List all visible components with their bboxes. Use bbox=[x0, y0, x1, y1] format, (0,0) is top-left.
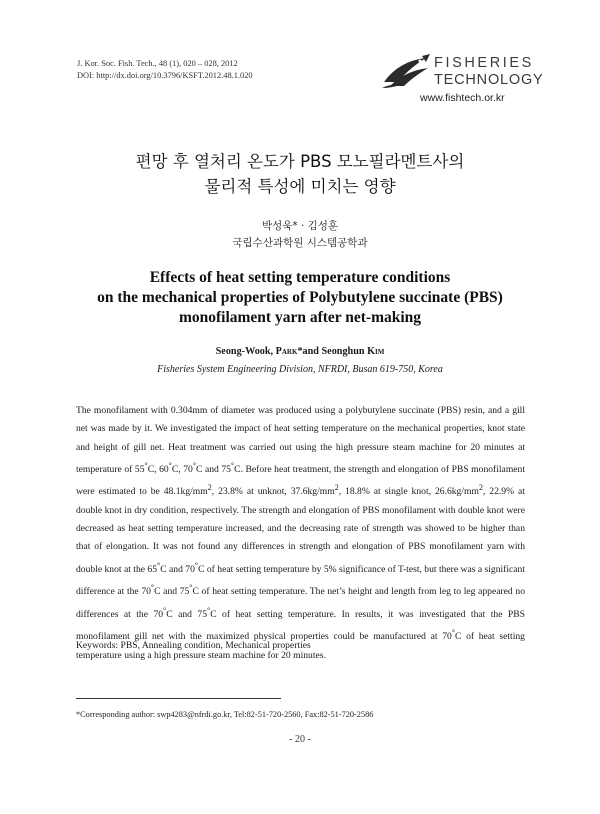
title-english-line-2: on the mechanical properties of Polybutylene succinate (PBS) bbox=[97, 289, 503, 306]
affiliation-korean: 국립수산과학원 시스템공학과 bbox=[232, 237, 368, 249]
journal-citation: J. Kor. Soc. Fish. Tech., 48 (1), 020 – 028, 2012 bbox=[77, 59, 238, 68]
abstract: The monofilament with 0.304mm of diameter was produced using a polybutylene succinate (PBS) resin, and a gill net was made by it. We investigated the impact of heat setting temperature on the mechanical properties, knot state and height of gill net. Heat treatment was carried out using the high pressure steam machine for 20 minutes at temperature of 55°C, 60°C, 70°C and 75°C. Before heat treatment, the strength and elongation of PBS monofilament were estimated to be $48.1kg/mm^2$, 23.8% at unknot, $37.6kg/mm^2$, 18.8% at single knot, $26.6kg/mm^2$, 22.9% at double knot in dry condition, respectively. The strength and elongation of PBS monofilament with double knot were decreased as heat setting temperature increased, and the decreasing rate of strength was showed to be higher than that of elongation. It was not found any differences in strength and elongation of PBS monofilament yarn with double knot at the 65°C and 70°C of heat setting temperature by 5% significance of T-test, but there was a significant difference at the 70°C and 75°C of heat setting temperature. The net’s height and length from leg to leg appeared no differences at the 70°C and 75°C of heat setting temperature. In results, it was investigated that the PBS monofilament gill net with the maximized physical properties could be manufactured at 70°C of heat setting temperature using a high pressure steam machine for 20 minutes. bbox=[76, 405, 526, 661]
author-1-family: Park bbox=[275, 346, 298, 357]
logo-text-fisheries: FISHERIES bbox=[434, 55, 534, 71]
author-1-given: Seong-Wook, bbox=[215, 346, 276, 357]
author-2-family: Kim bbox=[367, 346, 385, 357]
keywords: Keywords: PBS, Annealing condition, Mechanical properties bbox=[76, 640, 311, 651]
footnote-divider bbox=[76, 698, 281, 699]
title-korean-line-1: 편망 후 열처리 온도가 PBS 모노필라멘트사의 bbox=[135, 152, 465, 171]
journal-doi: DOI: http://dx.doi.org/10.3796/KSFT.2012.48.1.020 bbox=[77, 70, 253, 80]
author-connector: *and Seonghun bbox=[297, 346, 368, 357]
affiliation-english: Fisheries System Engineering Division, NFRDI, Busan 619-750, Korea bbox=[157, 364, 443, 375]
journal-url: www.fishtech.or.kr bbox=[420, 92, 505, 104]
title-korean-line-2: 물리적 특성에 미치는 영향 bbox=[204, 177, 396, 196]
title-english-line-3: monofilament yarn after net-making bbox=[178, 309, 422, 326]
fish-logo-icon bbox=[380, 52, 432, 90]
title-english-line-1: Effects of heat setting temperature conditions bbox=[149, 269, 451, 286]
authors-english bbox=[0, 346, 600, 357]
corresponding-author-footnote: *Corresponding author: swp4283@nfrdi.go.kr, Tel:82-51-720-2560, Fax:82-51-720-2586 bbox=[76, 710, 374, 719]
journal-info bbox=[77, 58, 253, 81]
page-number: - 20 - bbox=[289, 734, 311, 745]
logo-text-technology: TECHNOLOGY bbox=[434, 72, 544, 88]
authors-korean: 박성욱* · 김성훈 bbox=[261, 220, 339, 232]
journal-logo bbox=[380, 52, 544, 112]
